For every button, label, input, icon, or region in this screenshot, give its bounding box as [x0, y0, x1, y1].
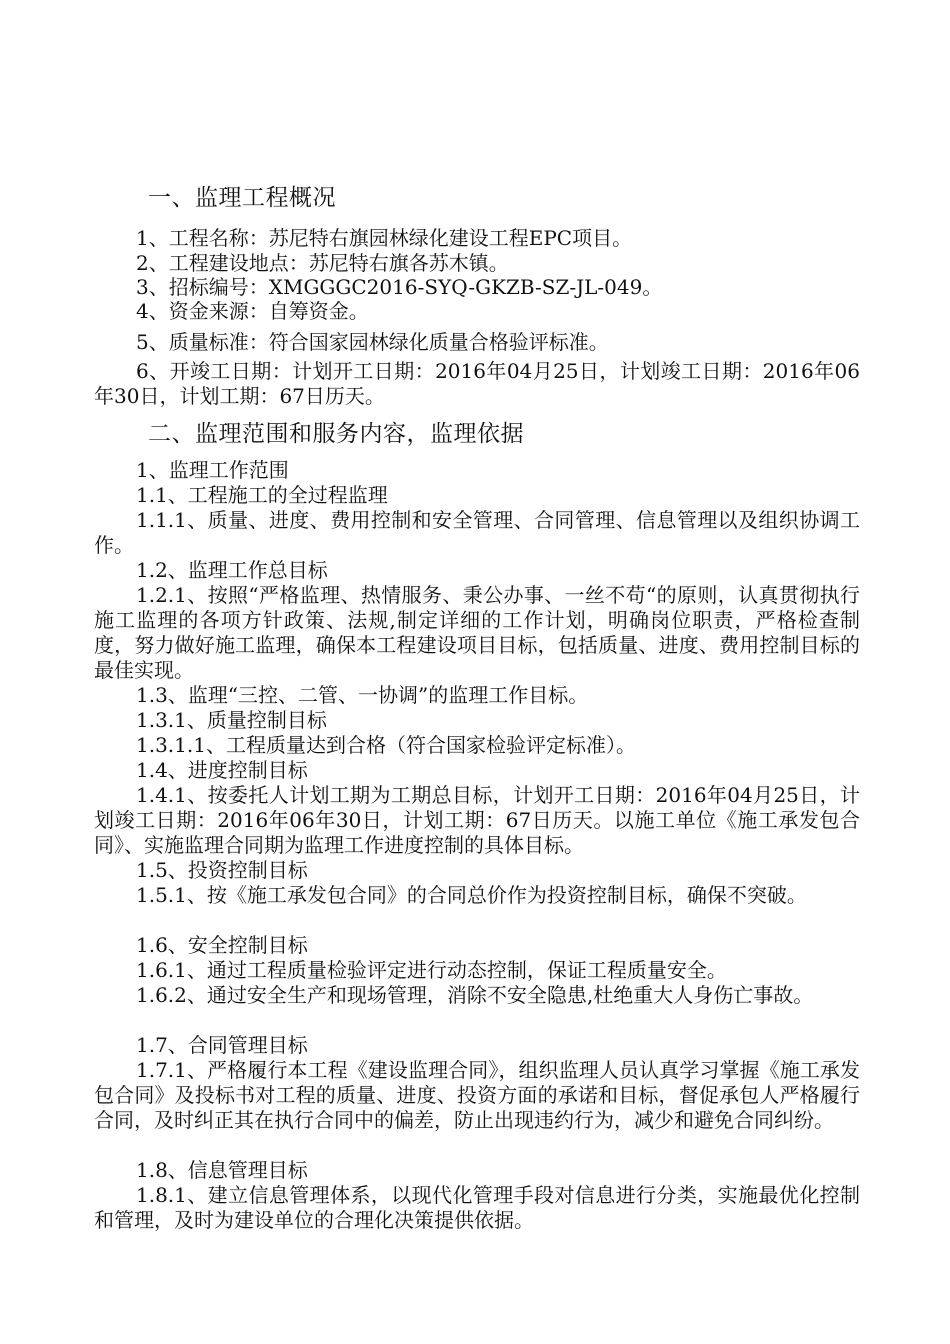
clause-heading: 1.6、安全控制目标: [136, 933, 308, 957]
project-location: 2、工程建设地点：苏尼特右旗各苏木镇。: [136, 251, 509, 275]
clause-paragraph: 1.5.1、按《施工承发包合同》的合同总价作为投资控制目标，确保不突破。: [136, 883, 807, 907]
clause-heading: 1、监理工作范围: [136, 458, 289, 482]
clause-paragraph: 1.2.1、按照“严格监理、热情服务、秉公办事、一丝不苟“的原则，认真贯彻执行施工监理的各项方针政策、法规,制定详细的工作计划，明确岗位职责，严格检查制度，努力做好施工监理，确保本工程建设项目目标，包括质量、进度、费用控制目标的最佳实现。: [94, 583, 860, 682]
clause-heading: 1.1、工程施工的全过程监理: [136, 483, 388, 507]
clause-heading: 1.7、合同管理目标: [136, 1033, 308, 1057]
quality-standard: 5、质量标准：符合国家园林绿化质量合格验评标准。: [136, 330, 609, 354]
clause-paragraph: 1.7.1、严格履行本工程《建设监理合同》，组织监理人员认真学习掌握《施工承发包合同》及投标书对工程的质量、进度、投资方面的承诺和目标，督促承包人严格履行合同，及时纠正其在执行合同中的偏差，防止出现违约行为，减少和避免合同纠纷。: [94, 1058, 860, 1132]
funding-source: 4、资金来源：自筹资金。: [136, 299, 369, 323]
section-heading: 一、监理工程概况: [148, 185, 336, 211]
clause-paragraph: 1.4.1、按委托人计划工期为工期总目标，计划开工日期：2016年04月25日，计划竣工日期：2016年06年30日，计划工期：67日历天。以施工单位《施工承发包合同》、实施监理合同期为监理工作进度控制的具体目标。: [94, 783, 860, 857]
clause-heading: 1.8、信息管理目标: [136, 1158, 308, 1182]
clause-heading: 1.4、进度控制目标: [136, 758, 308, 782]
schedule-paragraph: 6、开竣工日期：计划开工日期：2016年04月25日，计划竣工日期：2016年06年30日，计划工期：67日历天。: [94, 359, 860, 408]
clause-paragraph: 1.1.1、质量、进度、费用控制和安全管理、合同管理、信息管理以及组织协调工作。: [94, 508, 860, 557]
clause-heading: 1.3.1、质量控制目标: [136, 708, 327, 732]
clause-paragraph: 1.6.1、通过工程质量检验评定进行动态控制，保证工程质量安全。: [136, 958, 727, 982]
clause-heading: 1.5、投资控制目标: [136, 858, 308, 882]
clause-paragraph: 1.6.2、通过安全生产和现场管理，消除不安全隐患,杜绝重大人身伤亡事故。: [136, 983, 814, 1007]
tender-number: 3、招标编号：XMGGGC2016-SYQ-GKZB-SZ-JL-049。: [136, 275, 663, 299]
clause-heading: 1.2、监理工作总目标: [136, 558, 328, 582]
clause-heading: 1.3、监理“三控、二管、一协调”的监理工作目标。: [136, 683, 589, 707]
project-name: 1、工程名称：苏尼特右旗园林绿化建设工程EPC项目。: [136, 226, 633, 250]
clause-paragraph: 1.8.1、建立信息管理体系，以现代化管理手段对信息进行分类，实施最优化控制和管理，及时为建设单位的合理化决策提供依据。: [94, 1183, 860, 1232]
section-heading: 二、监理范围和服务内容，监理依据: [148, 421, 524, 447]
clause-paragraph: 1.3.1.1、工程质量达到合格（符合国家检验评定标准）。: [136, 733, 636, 757]
